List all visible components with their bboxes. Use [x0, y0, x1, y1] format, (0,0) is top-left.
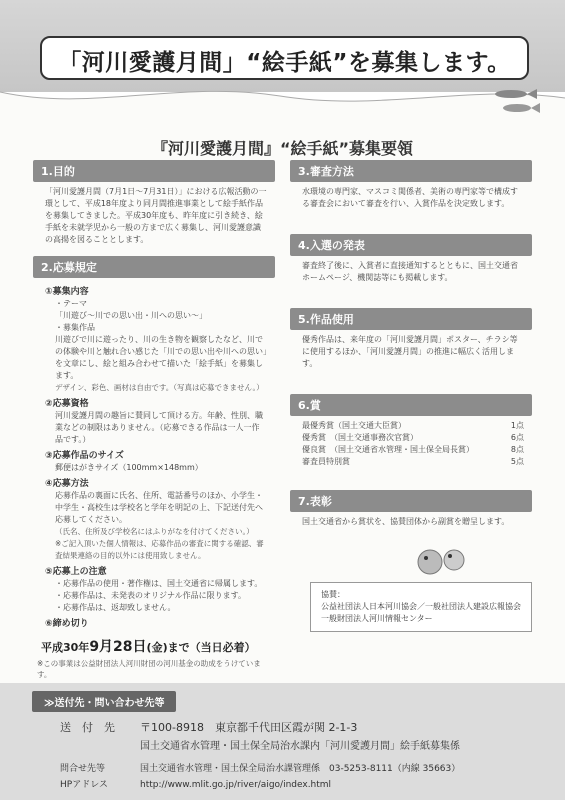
qual-body: 河川愛護月間の趣旨に賛同して頂ける方。年齢、性別、職業などの制限はありません。（応募できる作品は一人一作品です。） [55, 411, 263, 444]
prize-name: 最優秀賞（国土交通大臣賞） [302, 421, 406, 430]
section-body: 「河川愛護月間（7月1日〜7月31日）」における広報活動の一環として、平成18年度より同月間推進事業として絵手紙作品を募集してきました。平成30年度も、昨年度に引き続き、絵手紙を未就学児から一般の方まで広く募集し、河川愛護意識の高揚を図ることとします。 [45, 187, 267, 244]
attn-item: ・応募作品は、未発表のオリジナル作品に限ります。 [55, 591, 246, 600]
sponsor-box [310, 582, 532, 632]
deadline-dow: (金) [146, 641, 168, 654]
section-body: 水環境の専門家、マスコミ関係者、美術の専門家等で構成する審査会において審査を行い、入賞作品を決定致します。 [302, 187, 518, 208]
send-label: 送 付 先 [60, 721, 115, 734]
hp-link[interactable]: http://www.mlit.go.jp/river/aigo/index.html [140, 780, 332, 790]
title-box [40, 36, 529, 80]
left-column [33, 160, 275, 686]
funding-note: ※この事業は公益財団法人河川財団の河川基金の助成をうけています。 [37, 659, 261, 679]
deadline-date: 9月28日 [89, 639, 147, 655]
inquiry-label: 問合せ先等 [60, 764, 106, 774]
prize-row [302, 420, 524, 432]
prize-row [302, 432, 524, 444]
subtitle: 『河川愛護月間』“絵手紙”募集要領 [151, 139, 414, 158]
prize-list [290, 416, 532, 472]
content-head: ①募集内容 [45, 287, 89, 297]
inquiry-row [60, 761, 460, 774]
section-usage [290, 308, 532, 374]
hp-label: HPアドレス [60, 780, 108, 790]
section-heading: 3.審査方法 [290, 160, 532, 182]
section-heading: 4.入選の発表 [290, 234, 532, 256]
page-title: 「河川愛護月間」“絵手紙”を募集します。 [58, 50, 511, 76]
deadline-year: 平成30年 [41, 641, 90, 654]
section-heading: 6.賞 [290, 394, 532, 416]
qual-head: ②応募資格 [45, 399, 89, 409]
wave-decoration [0, 78, 565, 130]
deadline-head: ⑥締め切り [45, 619, 89, 629]
size-body: 郵便はがきサイズ（100mm×148mm） [55, 463, 203, 472]
prize-count: 6点 [510, 433, 524, 442]
prize-count: 5点 [510, 457, 524, 466]
method-note-2: ※ご記入頂いた個人情報は、応募作品の審査に関する確認、審査結果連絡の目的以外には使用致しません。 [55, 539, 264, 560]
prize-count: 1点 [510, 421, 524, 430]
attn-item: ・応募作品の使用・著作権は、国土交通省に帰属します。 [55, 579, 263, 588]
prize-name: 審査員特別賞 [302, 457, 350, 466]
works-body: 川遊びで川に遊ったり、川の生き物を観察したなど、川での体験や川と触れ合い感じた「川での思い出や川への思い」を文章にし、絵と組み合わせて描いた「絵手紙」を募集します。 [55, 335, 267, 380]
section-prizes [290, 394, 532, 472]
section-body [33, 278, 275, 634]
footer [0, 683, 565, 800]
size-head: ③応募作品のサイズ [45, 451, 124, 461]
send-office: 国土交通省水管理・国土保全局治水課内「河川愛護月間」絵手紙募集係 [140, 741, 460, 752]
deadline-post: まで（当日必着） [167, 641, 256, 654]
prize-name: 優良賞 （国土交通省水管理・国土保全局長賞） [302, 445, 474, 454]
method-head: ④応募方法 [45, 479, 89, 489]
works-label: ・募集作品 [55, 323, 95, 332]
section-heading: 2.応募規定 [33, 256, 275, 278]
method-note-1: （氏名、住所及び学校名にはふりがなを付けてください。） [55, 527, 254, 536]
theme-label: ・テーマ [55, 299, 87, 308]
attn-head: ⑤応募上の注意 [45, 567, 107, 577]
attn-item: ・応募作品は、返却致しません。 [55, 603, 176, 612]
right-column [290, 160, 532, 632]
inquiry-value: 国土交通省水管理・国土保全局治水課管理係 03-5253-8111（内線 35663） [140, 764, 461, 774]
sponsor-line: 一般財団法人河川情報センター [321, 614, 433, 623]
deadline [41, 636, 275, 656]
sponsor-line: 公益社団法人日本河川協会／一般社団法人建設広報協会 [321, 602, 521, 611]
section-body: 審査終了後に、入賞者に直接通知するとともに、国土交通省ホームページ、機関誌等にも掲載します。 [302, 261, 518, 282]
prize-row [302, 444, 524, 456]
section-review [290, 160, 532, 214]
section-announce [290, 234, 532, 288]
prize-name: 優秀賞 （国土交通事務次官賞） [302, 433, 418, 442]
send-row-2 [140, 737, 460, 752]
send-address: 〒100-8918 東京都千代田区霞が関 2-1-3 [140, 721, 358, 734]
fish-icon [487, 84, 547, 120]
section-purpose [33, 160, 275, 250]
theme-value: 「川遊び〜川での思い出・川への思い〜」 [55, 311, 207, 320]
section-heading: 7.表彰 [290, 490, 532, 512]
footer-heading: ≫送付先・問い合わせ先等 [32, 691, 176, 712]
header [0, 0, 565, 130]
prize-row [302, 456, 524, 468]
sponsor-label: 協賛： [321, 590, 345, 599]
works-note: デザイン、彩色、画材は自由です。（写真は応募できません。） [55, 383, 264, 392]
method-body: 応募作品の裏面に氏名、住所、電話番号のほか、小学生・中学生・高校生は学校名と学年を明記の上、下記送付先へ応募してください。 [55, 491, 263, 524]
send-row [60, 719, 357, 735]
hp-row [60, 777, 331, 790]
prize-count: 8点 [510, 445, 524, 454]
section-heading: 5.作品使用 [290, 308, 532, 330]
section-award [290, 490, 532, 532]
fish-illustration-icon [410, 538, 480, 578]
section-heading: 1.目的 [33, 160, 275, 182]
section-rules [33, 256, 275, 680]
section-body: 国土交通省から賞状を、協賛団体から副賞を贈呈します。 [302, 517, 510, 526]
section-body: 優秀作品は、来年度の「河川愛護月間」ポスター、チラシ等に使用するほか、「河川愛護月間」の推進に幅広く活用します。 [302, 335, 518, 368]
